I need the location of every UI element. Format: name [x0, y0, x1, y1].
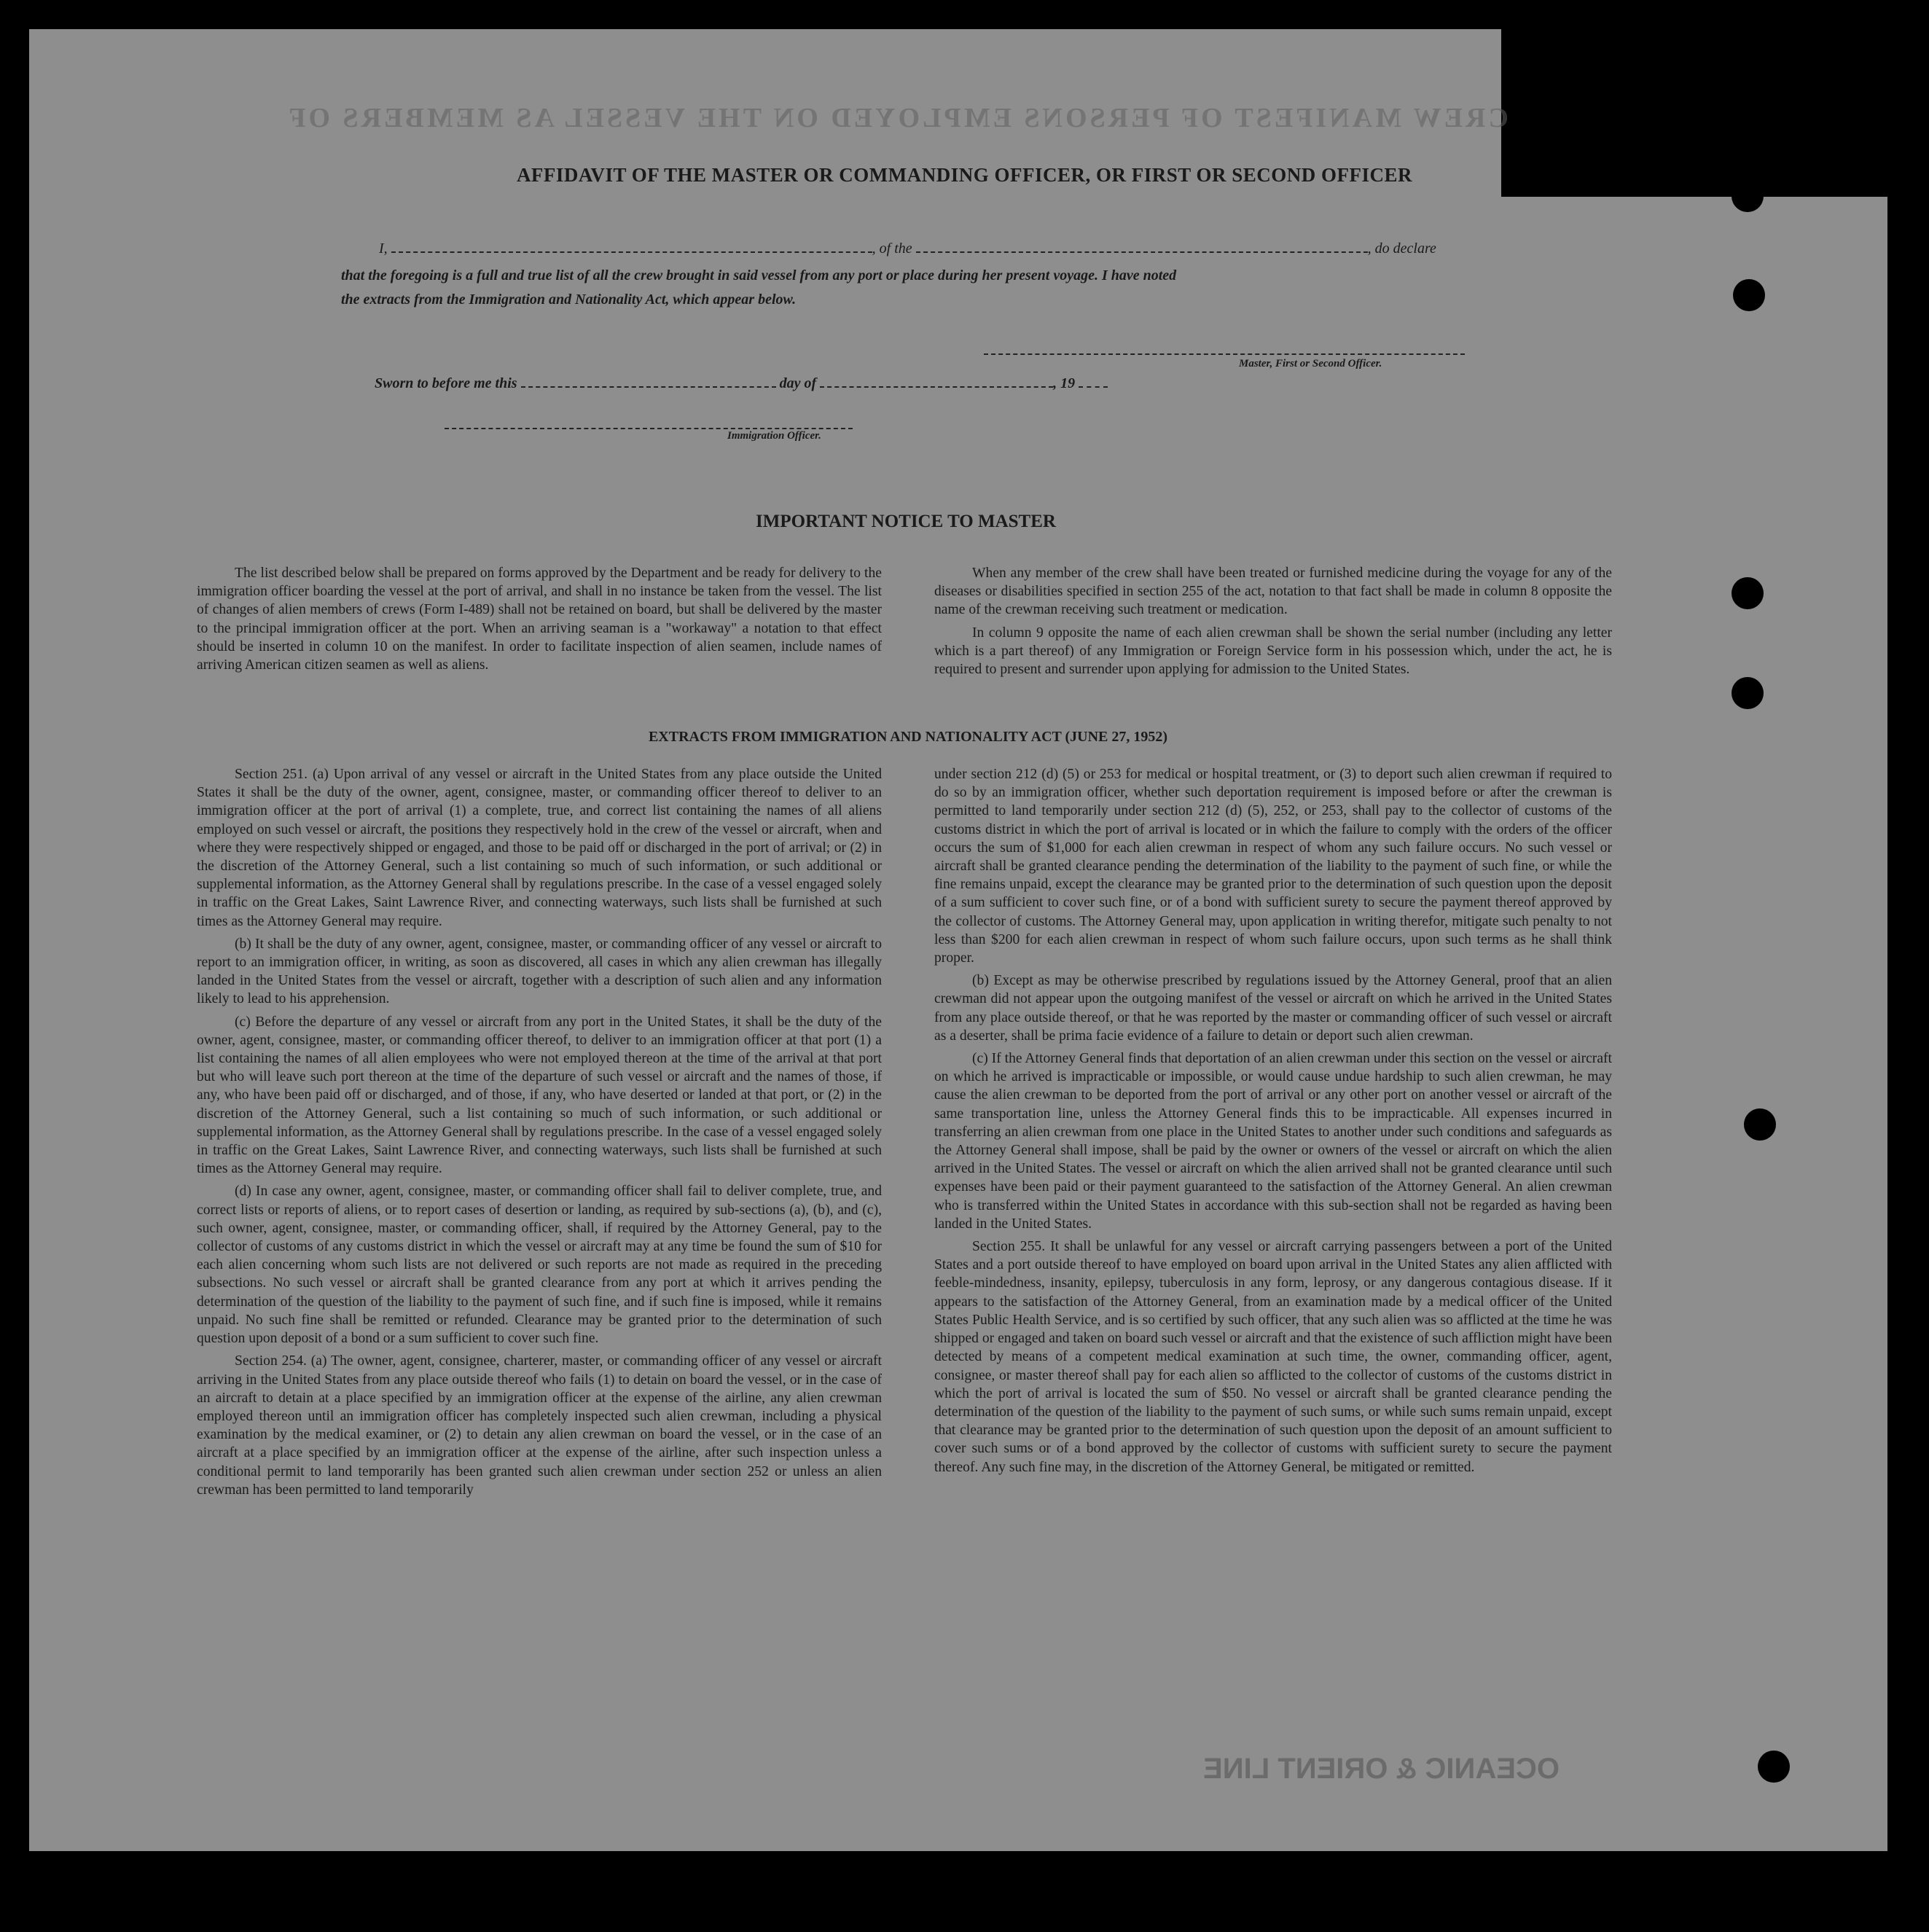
notice-title: IMPORTANT NOTICE TO MASTER: [756, 512, 1056, 531]
sworn-year-field[interactable]: [1079, 376, 1108, 388]
affidavit-title: AFFIDAVIT OF THE MASTER OR COMMANDING OFFICER, OR FIRST OR SECOND OFFICER: [516, 164, 1413, 186]
sworn-label: Sworn to before me this: [375, 375, 517, 391]
master-signature-label: Master, First or Second Officer.: [1239, 358, 1382, 369]
section-254b: (b) Except as may be otherwise prescribed by regulations issued by the Attorney General, proof that an alien crewman did not appear upon the outgoing manifest of the vessel or aircraft on which he arrived in the United States from any place outside thereof, or that he was reported by the master or commanding officer of such vessel or aircraft as a deserter, shall be prima facie evidence of a failure to detain or deport such alien crewman.: [934, 973, 1612, 1044]
notice-right-paragraph-2: In column 9 opposite the name of each alien crewman shall be shown the serial number (including any letter which is a part thereof) of any Immigration or Foreign Service form in his possession which, under the act, he is required to present and surrender upon applying for admission to the United States.: [934, 625, 1612, 678]
affidavit-statement-line-2: the extracts from the Immigration and Nationality Act, which appear below.: [341, 292, 797, 308]
punch-hole-icon: [1744, 1108, 1776, 1141]
vessel-name-field[interactable]: [916, 241, 1368, 253]
extracts-right-column: [934, 765, 1612, 1481]
section-254c: (c) If the Attorney General finds that deportation of an alien crewman under this section on the vessel or aircraft on which he arrived is impracticable or impossible, or would cause undue hardship to such alien crewman, he may cause the alien crewman to be deported from the port of arrival or any other port on another vessel or aircraft of the same transportation line, unless the Attorney General finds this to be impracticable. All expenses incurred in transferring an alien crewman from one place in the United States to another under such conditions and safeguards as the Attorney General shall impose, shall be paid by the owner or owners of the vessel or aircraft on which the alien arrived in the United States. The vessel or aircraft on which the alien arrived shall not be granted clearance until such expenses have been paid or their payment guaranteed to the satisfaction of the Attorney General. An alien crewman who is transferred within the United States in accordance with this sub-section shall not be regarded as having been landed in the United States.: [934, 1051, 1612, 1232]
punch-hole-icon: [1732, 677, 1764, 709]
notice-right-column: [934, 564, 1612, 683]
immigration-officer-label: Immigration Officer.: [727, 430, 821, 442]
punch-hole-icon: [1758, 1751, 1790, 1783]
punch-hole-icon: [1733, 279, 1765, 311]
section-251d: (d) In case any owner, agent, consignee, master, or commanding officer shall fail to deliver complete, true, and correct lists or reports of aliens, or to report cases of desertion or landing, as required by sub-sections (a), (b), and (c), such owner, agent, consignee, master, or commanding officer, shall, if required by the Attorney General, pay to the collector of customs of any customs district in which the vessel or aircraft may at any time be found the sum of $10 for each alien concerning whom such lists are not delivered or such reports are not made as required in the preceding subsections. No such vessel or aircraft shall be granted clearance from any port at which it arrives pending the determination of the question of the liability to the payment of such fine, and if such fine is imposed, while it remains unpaid. No such fine shall be remitted or refunded. Clearance may be granted prior to the determination of such question upon deposit of a bond or a sum sufficient to cover such fine.: [197, 1184, 882, 1347]
year-prefix-label: , 19: [1053, 375, 1076, 391]
do-declare-label: , do declare: [1367, 240, 1436, 257]
extracts-left-column: [197, 765, 882, 1503]
day-of-label: day of: [779, 375, 817, 391]
affidavit-declaration-line: [379, 240, 1436, 257]
sworn-day-field[interactable]: [521, 376, 776, 388]
extracts-title: EXTRACTS FROM IMMIGRATION AND NATIONALITY ACT (JUNE 27, 1952): [648, 729, 1168, 745]
bleed-through-header: CREW MANIFEST OF PERSONS EMPLOYED ON THE VESSEL AS MEMBERS OF: [286, 103, 1509, 133]
section-254a: Section 254. (a) The owner, agent, consignee, charterer, master, or commanding officer of any vessel or aircraft arriving in the United States from any place outside thereof who fails (1) to detain on board the vessel, or in the case of an aircraft to detain at a place specified by an immigration officer at the expense of the airline, any alien crewman employed thereon until an immigration officer has completely inspected such alien crewman, including a physical examination by the medical examiner, or (2) to detain any alien crewman on board the vessel, or in the case of an aircraft at a place specified by an immigration officer at the expense of the airline, after such inspection unless a conditional permit to land temporarily has been granted such alien crewman under section 252 or unless an alien crewman has been permitted to land temporarily: [197, 1353, 882, 1498]
punch-hole-icon: [1732, 577, 1764, 609]
of-the-label: , of the: [872, 240, 912, 257]
declarant-prefix: I,: [379, 240, 388, 257]
bleed-through-stamp: OCEANIC & ORIENT LINE: [1203, 1753, 1560, 1785]
sworn-line: [375, 375, 1108, 392]
notice-left-paragraph: The list described below shall be prepared on forms approved by the Department and be ready for delivery to the immigration officer boarding the vessel at the port of arrival, and shall in no instance be taken from the vessel. The list of changes of alien members of crews (Form I-489) shall not be retained on board, but shall be delivered by the master to the principal immigration officer at the port. When an arriving seaman is a "workaway" a notation to that effect should be inserted in column 10 on the manifest. In order to facilitate inspection of alien seamen, include names of arriving American citizen seamen as well as aliens.: [197, 566, 882, 673]
sworn-month-field[interactable]: [820, 376, 1053, 388]
section-251b: (b) It shall be the duty of any owner, agent, consignee, master, or commanding officer of any vessel or aircraft to report to an immigration officer, in writing, as soon as discovered, all cases in which any alien crewman has illegally landed in the United States from the vessel or aircraft, together with a description of such alien and any information likely to lead to his apprehension.: [197, 936, 882, 1007]
notice-right-paragraph-1: When any member of the crew shall have been treated or furnished medicine during the voyage for any of the diseases or disabilities specified in section 255 of the act, notation to that fact shall be made in column 8 opposite the name of the crewman receiving such treatment or medication.: [934, 566, 1612, 618]
section-251c: (c) Before the departure of any vessel or aircraft from any port in the United States, it shall be the duty of the owner, agent, consignee, master, or commanding officer thereof, to deliver to an immigration officer at that port (1) a list containing the names of all alien employees who were not employed thereon at the time of the arrival at that port but who will leave such port thereon at the time of the departure of such vessel or aircraft and the names of those, if any, who have been paid off or discharged, and of those, if any, who have deserted or landed at that port, or (2) in the discretion of the Attorney General, such a list containing so much of such information, or such additional or supplemental information, as the Attorney General shall by regulations prescribe. In the case of a vessel engaged solely in traffic on the Great Lakes, Saint Lawrence River, and connecting waterways, such lists shall be furnished at such times as the Attorney General may require.: [197, 1014, 882, 1177]
declarant-name-field[interactable]: [391, 241, 872, 253]
master-signature-line[interactable]: [984, 343, 1465, 359]
section-255: Section 255. It shall be unlawful for any vessel or aircraft carrying passengers between a port of the United States and a port outside thereof to have employed on board upon arrival in the United States any alien afflicted with feeble-mindedness, insanity, epilepsy, tuberculosis in any form, leprosy, or any dangerous contagious disease. If it appears to the satisfaction of the Attorney General, from an examination made by a medical officer of the United States Public Health Service, and is so certified by such officer, that any such alien was so afflicted at the time he was shipped or engaged and taken on board such vessel or aircraft and that the existence of such affliction might have been detected by means of a competent medical examination at such time, the owner, commanding officer, agent, consignee, or master thereof shall pay for each alien so afflicted to the collector of customs of the customs district in which the port of arrival is located the sum of $50. No vessel or aircraft shall be granted clearance pending the determination of the question of the liability to the payment of such sums, or while such sums remain unpaid, except that clearance may be granted prior to the determination of such question upon the deposit of an amount sufficient to cover such sums or of a bond approved by the collector of customs with sufficient surety to secure the payment thereof. Any such fine may, in the discretion of the Attorney General, be mitigated or remitted.: [934, 1239, 1613, 1475]
affidavit-statement-line: that the foregoing is a full and true list of all the crew brought in said vessel from any port or place during her present voyage. I have noted: [341, 267, 1177, 283]
section-254a-continued: under section 212 (d) (5) or 253 for medical or hospital treatment, or (3) to deport such alien crewman if required to do so by an immigration officer, whether such deportation requirement is imposed before or after the crewman is permitted to land temporarily under section 212 (d) (5), 252, or 253, shall pay to the collector of customs of the customs district in which the port of arrival is located or in which the failure to comply with the orders of the officer occurs the sum of $1,000 for each alien crewman in respect of whom any such failure occurs. No such vessel or aircraft shall be granted clearance pending the determination of the liability to the payment of such fine, or while the fine remains unpaid, except the clearance may be granted prior to the determination of such question upon the deposit of a sum sufficient to cover such fine, or of a bond with sufficient surety to secure the payment thereof approved by the collector of customs. The Attorney General may, upon application in writing therefor, mitigate such penalty to not less than $200 for each alien crewman in respect of whom such failure occurs, upon such terms as he shall think proper.: [934, 767, 1612, 966]
section-251a: Section 251. (a) Upon arrival of any vessel or aircraft in the United States from any place outside the United States it shall be the duty of the owner, agent, consignee, master, or commanding officer thereof to deliver to an immigration officer at the port of arrival (1) a complete, true, and correct list containing the names of all aliens employed on such vessel or aircraft, the positions they respectively hold in the crew of the vessel or aircraft, when and where they were respectively shipped or engaged, and those to be paid off or discharged in the port of arrival; or (2) in the discretion of the Attorney General, such a list containing so much of such information, or such additional or supplemental information, as the Attorney General shall by regulations prescribe. In the case of a vessel engaged solely in traffic on the Great Lakes, Saint Lawrence River, and connecting waterways, such lists shall be furnished at such times as the Attorney General may require.: [197, 767, 882, 929]
notice-left-column: [197, 564, 882, 678]
